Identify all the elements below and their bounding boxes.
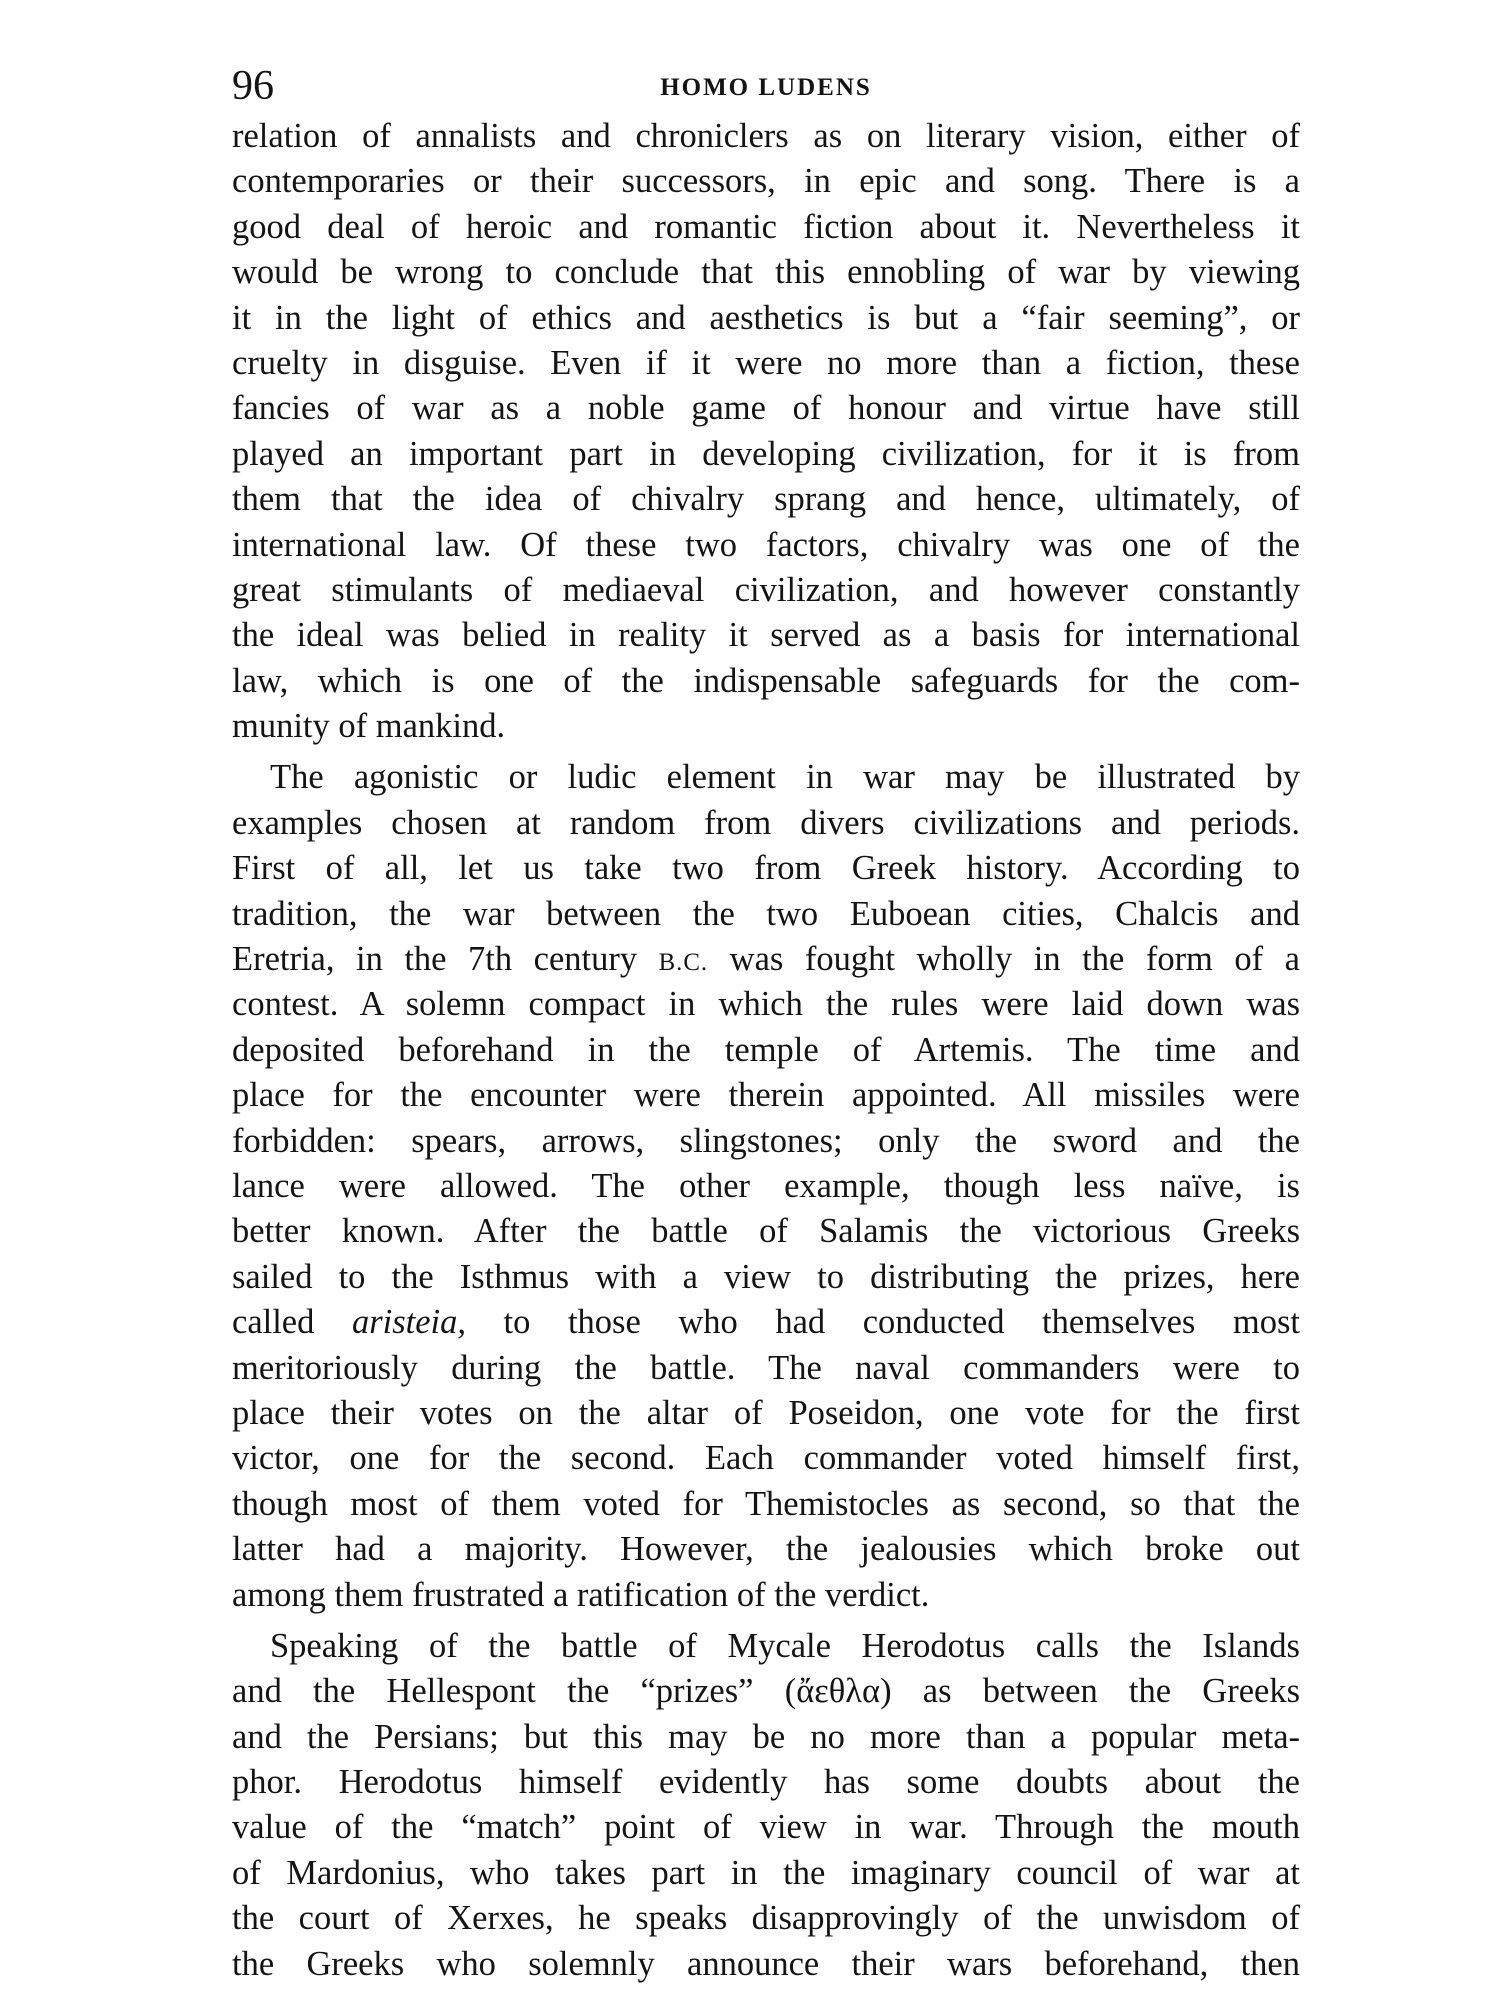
- page-header: [232, 56, 1300, 116]
- text-line: forbidden: spears, arrows, slingstones; only the sword and the: [232, 1121, 1300, 1160]
- text-line: played an important part in developing civilization, for it is from: [232, 434, 1300, 473]
- text-line: lance were allowed. The other example, though less naïve, is: [232, 1166, 1300, 1205]
- text-line: great stimulants of mediaeval civilization, and however constantly: [232, 570, 1300, 609]
- text-line: deposited beforehand in the temple of Artemis. The time and: [232, 1030, 1300, 1069]
- text-line: place for the encounter were therein appointed. All missiles were: [232, 1076, 1300, 1115]
- paragraph-3: [232, 1624, 1300, 1987]
- text-line: good deal of heroic and romantic fiction about it. Nevertheless it: [232, 207, 1300, 246]
- page-number: 96: [232, 63, 274, 109]
- text-line: among them frustrated a ratification of the verdict.: [232, 1575, 930, 1614]
- text-line: the Greeks who solemnly announce their wars beforehand, then: [232, 1944, 1300, 1983]
- text-segment: Eretria, in the 7th century: [232, 940, 659, 979]
- paragraph-2: [232, 755, 1300, 1617]
- text-line: [232, 1300, 1300, 1345]
- small-caps-era: B.C.: [658, 949, 709, 977]
- text-line: them that the idea of chivalry sprang and hence, ultimately, of: [232, 480, 1300, 519]
- text-segment: to those who had conducted themselves most: [465, 1303, 1301, 1342]
- text-segment: was fought wholly in the form of a: [708, 940, 1300, 979]
- text-line: better known. After the battle of Salamis the victorious Greeks: [232, 1212, 1300, 1251]
- text-line: meritoriously during the battle. The naval commanders were to: [232, 1348, 1300, 1387]
- text-line: it in the light of ethics and aesthetics is but a “fair seeming”, or: [232, 298, 1300, 337]
- text-line: place their votes on the altar of Poseidon, one vote for the first: [232, 1393, 1300, 1432]
- text-line: cruelty in disguise. Even if it were no more than a fiction, these: [232, 343, 1300, 382]
- text-line: value of the “match” point of view in war. Through the mouth: [232, 1808, 1300, 1847]
- text-line: latter had a majority. However, the jealousies which broke out: [232, 1530, 1300, 1569]
- text-line: examples chosen at random from divers civilizations and periods.: [232, 803, 1300, 842]
- text-line: the ideal was belied in reality it served as a basis for international: [232, 616, 1300, 655]
- text-line: phor. Herodotus himself evidently has some doubts about the: [232, 1763, 1300, 1802]
- body-text: [232, 114, 1300, 1987]
- text-line: fancies of war as a noble game of honour and virtue have still: [232, 389, 1300, 428]
- text-line: of Mardonius, who takes part in the imaginary council of war at: [232, 1853, 1300, 1892]
- running-head: HOMO LUDENS: [660, 74, 872, 101]
- text-line: relation of annalists and chroniclers as on literary vision, either of: [232, 117, 1300, 155]
- text-line: tradition, the war between the two Euboean cities, Chalcis and: [232, 894, 1300, 933]
- text-line: and the Persians; but this may be no more than a popular meta-: [232, 1717, 1300, 1756]
- text-line: contest. A solemn compact in which the rules were laid down was: [232, 985, 1300, 1024]
- text-line: munity of mankind.: [232, 707, 506, 746]
- text-segment: called: [232, 1303, 352, 1342]
- text-line: international law. Of these two factors, chivalry was one of the: [232, 525, 1300, 564]
- text-line: law, which is one of the indispensable safeguards for the com-: [232, 661, 1300, 700]
- text-line: sailed to the Isthmus with a view to distributing the prizes, here: [232, 1257, 1300, 1296]
- text-line: [232, 937, 1300, 982]
- text-line: The agonistic or ludic element in war may be illustrated by: [270, 758, 1300, 797]
- text-line: victor, one for the second. Each commander voted himself first,: [232, 1439, 1300, 1478]
- text-line: and the Hellespont the “prizes” (ἄεθλα) as between the Greeks: [232, 1672, 1300, 1711]
- text-line: would be wrong to conclude that this ennobling of war by viewing: [232, 253, 1300, 292]
- text-line: though most of them voted for Themistocles as second, so that the: [232, 1484, 1300, 1523]
- text-line: Speaking of the battle of Mycale Herodotus calls the Islands: [270, 1626, 1300, 1665]
- text-line: the court of Xerxes, he speaks disapprovingly of the unwisdom of: [232, 1899, 1300, 1938]
- text-line: First of all, let us take two from Greek history. According to: [232, 849, 1300, 888]
- italic-term: aristeia,: [351, 1303, 466, 1342]
- text-line: contemporaries or their successors, in epic and song. There is a: [232, 162, 1300, 201]
- paragraph-1: [232, 114, 1300, 749]
